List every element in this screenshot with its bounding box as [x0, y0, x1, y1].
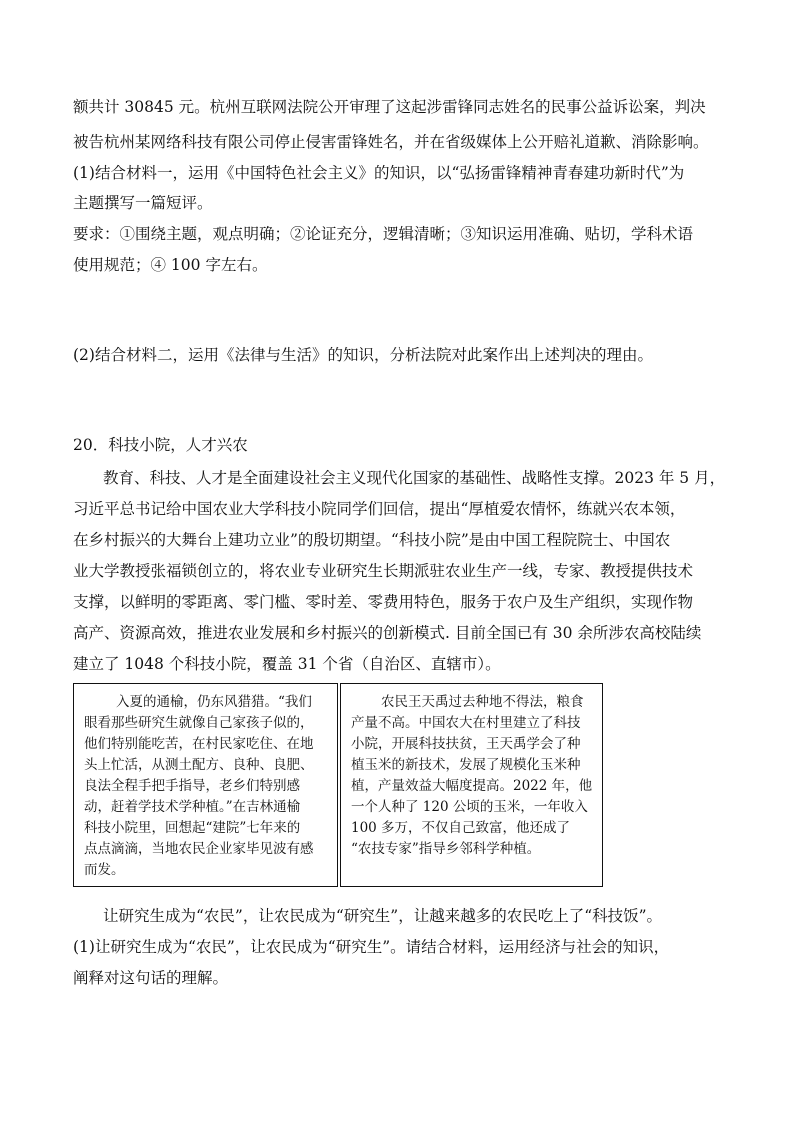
question-20-1-line-1: (1)让研究生成为“农民”，让农民成为“研究生”。请结合材料，运用经济与社会的知识，	[73, 938, 670, 956]
right-box-line: 农民王天禹过去种地不得法，粮食	[381, 694, 584, 710]
material-line-5: 支撑，以鲜明的零距离、零门槛、零时差、零费用特色，服务于农户及生产组织，实现作物	[73, 593, 694, 611]
material-line-7: 建立了 1048 个科技小院，覆盖 31 个省（自治区、直辖市）。	[73, 655, 501, 673]
question-1-line-2: 主题撰写一篇短评。	[73, 194, 213, 212]
question-20-1-line-2: 阐释对这句话的理解。	[73, 969, 229, 987]
p1-line-2: 被告杭州某网络科技有限公司停止侵害雷锋姓名，并在省级媒体上公开赔礼道歉、消除影响。	[73, 133, 709, 151]
left-box-line: 科技小院里，回想起“建院”七年来的	[84, 820, 301, 836]
left-box-line: 头上忙活，从测土配方、良种、良肥、	[84, 757, 314, 773]
left-box-line: 点点滴滴，当地农民企业家毕见波有感	[84, 841, 314, 857]
left-box-line: 他们特别能吃苦，在村民家吃住、在地	[84, 736, 314, 752]
material-line-1: 教育、科技、人才是全面建设社会主义现代化国家的基础性、战略性支撑。2023 年 5 月，	[103, 469, 726, 487]
right-box-line: “农技专家”指导乡邻科学种植。	[351, 841, 541, 857]
question-2: (2)结合材料二，运用《法律与生活》的知识，分析法院对此案作出上述判决的理由。	[73, 346, 653, 364]
material-line-2: 习近平总书记给中国农业大学科技小院同学们回信，提出“厚植爱农情怀，练就兴农本领，	[73, 500, 686, 518]
question-1-line-1: (1)结合材料一，运用《中国特色社会主义》的知识，以“弘扬雷锋精神青春建功新时代”为	[73, 164, 685, 182]
requirement-line-1: 要求：①围绕主题，观点明确；②论证充分，逻辑清晰；③知识运用准确、贴切，学科术语	[73, 225, 694, 243]
left-box-line: 而发。	[84, 862, 125, 878]
material-line-6: 高产、资源高效，推进农业发展和乡村振兴的创新模式. 目前全国已有 30 余所涉农高校陆续	[73, 624, 702, 642]
right-box-line: 小院，开展科技扶贫，王天禹学会了种	[351, 736, 581, 752]
right-box-line: 植玉米的新技术，发展了规模化玉米种	[351, 757, 581, 773]
material-line-3: 在乡村振兴的大舞台上建功立业”的殷切期望。“科技小院”是由中国工程院院士、中国农	[73, 531, 671, 549]
p1-line-1: 额共计 30845 元。杭州互联网法院公开审理了这起涉雷锋同志姓名的民事公益诉讼案，判决	[73, 98, 706, 116]
left-box-line: 良法全程手把手指导，老乡们特别感	[84, 778, 300, 794]
left-story-box	[73, 683, 338, 887]
requirement-line-2: 使用规范；④ 100 字左右。	[73, 256, 268, 274]
left-box-line: 入夏的通榆，仍东风猎猎。“我们	[116, 694, 312, 710]
right-box-line: 一个人种了 120 公顷的玉米，一年收入	[351, 799, 588, 815]
left-box-line: 动，赶着学技术学种植。”在吉林通榆	[84, 799, 301, 815]
question-20-title: 20．科技小院，人才兴农	[73, 436, 248, 454]
right-box-line: 100 多万，不仅自己致富，他还成了	[351, 820, 571, 836]
after-box-line: 让研究生成为“农民”，让农民成为“研究生”，让越来越多的农民吃上了“科技饭”。	[103, 907, 663, 925]
left-box-line: 眼看那些研究生就像自己家孩子似的，	[84, 715, 314, 731]
material-line-4: 业大学教授张福锁创立的，将农业专业研究生长期派驻农业生产一线，专家、教授提供技术	[73, 562, 694, 580]
right-box-line: 产量不高。中国农大在村里建立了科技	[351, 715, 581, 731]
right-story-box	[340, 683, 603, 887]
right-box-line: 植，产量效益大幅度提高。2022 年，他	[351, 778, 593, 794]
